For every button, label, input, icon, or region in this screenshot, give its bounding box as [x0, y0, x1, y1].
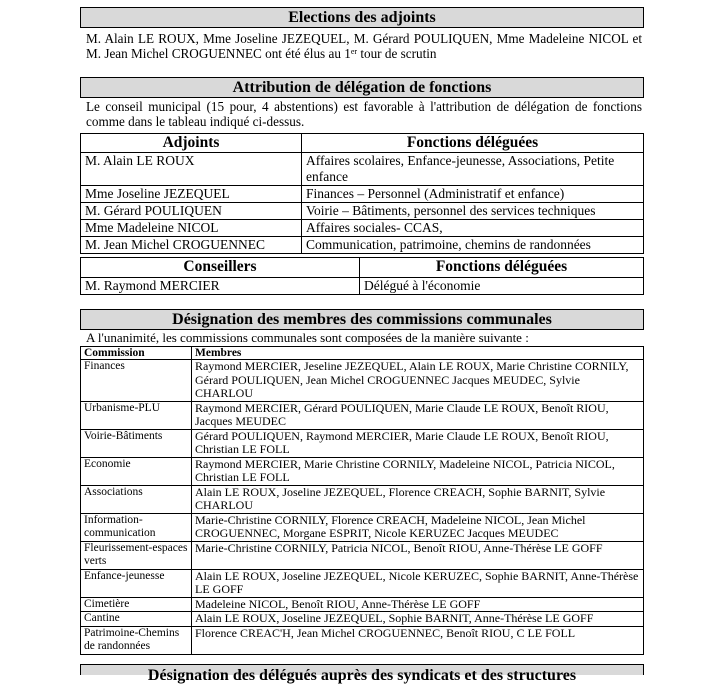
commission-name: Enfance-jeunesse [81, 569, 192, 597]
adjoint-fonction: Finances – Personnel (Administratif et enfance) [302, 186, 644, 203]
section-title-commissions: Désignation des membres des commissions communales [80, 309, 644, 330]
adjoint-name: M. Alain LE ROUX [81, 153, 302, 186]
adjoint-fonction: Communication, patrimoine, chemins de randonnées [302, 237, 644, 254]
table-row [81, 203, 644, 220]
table-row [81, 360, 644, 402]
commission-name: Patrimoine-Chemins de randonnées [81, 626, 192, 654]
adjoint-name: M. Jean Michel CROGUENNEC [81, 237, 302, 254]
commission-name: Voirie-Bâtiments [81, 429, 192, 457]
table-row [81, 278, 644, 295]
commission-name: Finances [81, 360, 192, 402]
table-row [81, 597, 644, 612]
commission-header: Commission [81, 347, 192, 360]
table-row [81, 612, 644, 627]
adjoint-fonction: Affaires scolaires, Enfance-jeunesse, Associations, Petite enfance [302, 153, 644, 186]
elections-sup: er [350, 47, 358, 56]
elections-text-end: tour de scrutin [357, 46, 437, 61]
commissions-table [80, 346, 644, 655]
commission-members: Alain LE ROUX, Joseline JEZEQUEL, Florence CREACH, Sophie BARNIT, Sylvie CHARLOU [192, 485, 644, 513]
commission-members: Madeleine NICOL, Benoît RIOU, Anne-Thérèse LE GOFF [192, 597, 644, 612]
table-row [81, 569, 644, 597]
attribution-paragraph: Le conseil municipal (15 pour, 4 abstentions) est favorable à l'attribution de délégation de fonctions comme dans le tableau indiqué ci-dessus. [86, 99, 642, 129]
commission-members: Gérard POULIQUEN, Raymond MERCIER, Marie Claude LE ROUX, Benoît RIOU, Christian LE FOLL [192, 429, 644, 457]
commission-members: Raymond MERCIER, Gérard POULIQUEN, Marie Claude LE ROUX, Benoît RIOU, Jacques MEUDEC [192, 401, 644, 429]
fonctions-header: Fonctions déléguées [360, 258, 644, 278]
section-title-attribution: Attribution de délégation de fonctions [80, 77, 644, 98]
membres-header: Membres [192, 347, 644, 360]
table-row [81, 401, 644, 429]
commission-name: Cimetière [81, 597, 192, 612]
commission-members: Alain LE ROUX, Joseline JEZEQUEL, Nicole KERUZEC, Sophie BARNIT, Anne-Thérèse LE GOFF [192, 569, 644, 597]
commission-members: Marie-Christine CORNILY, Florence CREACH, Madeleine NICOL, Jean Michel CROGUENNEC, Morgane ESPRIT, Nicole KERUZEC Jacques MEUDEC [192, 513, 644, 541]
table-row [81, 220, 644, 237]
conseillers-header: Conseillers [81, 258, 360, 278]
conseillers-header-row [81, 258, 644, 278]
table-row [81, 237, 644, 254]
commission-members: Marie-Christine CORNILY, Patricia NICOL, Benoît RIOU, Anne-Thérèse LE GOFF [192, 541, 644, 569]
adjoint-name: Mme Joseline JEZEQUEL [81, 186, 302, 203]
commission-members: Raymond MERCIER, Jeseline JEZEQUEL, Alain LE ROUX, Marie Christine CORNILY, Gérard POULIQUEN, Jean Michel CROGUENNEC Jacques MEUDEC, Sylvie CHARLOU [192, 360, 644, 402]
conseillers-table [80, 257, 644, 295]
commissions-header-row [81, 347, 644, 360]
commission-name: Associations [81, 485, 192, 513]
commission-name: Urbanisme-PLU [81, 401, 192, 429]
adjoint-fonction: Voirie – Bâtiments, personnel des services techniques [302, 203, 644, 220]
commissions-paragraph: A l'unanimité, les commissions communales sont composées de la manière suivante : [86, 330, 529, 345]
table-row [81, 186, 644, 203]
adjoint-name: Mme Madeleine NICOL [81, 220, 302, 237]
commission-name: Fleurissement-espaces verts [81, 541, 192, 569]
commission-members: Florence CREAC'H, Jean Michel CROGUENNEC, Benoît RIOU, C LE FOLL [192, 626, 644, 654]
adjoints-header-row [81, 134, 644, 153]
adjoint-name: M. Gérard POULIQUEN [81, 203, 302, 220]
elections-text: M. Alain LE ROUX, Mme Joseline JEZEQUEL, M. Gérard POULIQUEN, Mme Madeleine NICOL et M. Jean Michel CROGUENNEC ont été élus au 1 [86, 31, 642, 61]
table-row [81, 457, 644, 485]
table-row [81, 485, 644, 513]
commission-name: Cantine [81, 612, 192, 627]
adjoint-fonction: Affaires sociales- CCAS, [302, 220, 644, 237]
commission-members: Alain LE ROUX, Joseline JEZEQUEL, Sophie BARNIT, Anne-Thérèse LE GOFF [192, 612, 644, 627]
section-title-next: Désignation des délégués auprès des syndicats et des structures [80, 664, 644, 675]
elections-paragraph [86, 31, 642, 61]
conseiller-name: M. Raymond MERCIER [81, 278, 360, 295]
table-row [81, 541, 644, 569]
table-row [81, 626, 644, 654]
fonctions-header: Fonctions déléguées [302, 134, 644, 153]
commission-name: Information-communication [81, 513, 192, 541]
commission-name: Economie [81, 457, 192, 485]
table-row [81, 153, 644, 186]
adjoints-table [80, 133, 644, 254]
section-title-elections: Elections des adjoints [80, 7, 644, 28]
table-row [81, 429, 644, 457]
commission-members: Raymond MERCIER, Marie Christine CORNILY, Madeleine NICOL, Patricia NICOL, Christian LE FOLL [192, 457, 644, 485]
table-row [81, 513, 644, 541]
adjoints-header: Adjoints [81, 134, 302, 153]
conseiller-fonction: Délégué à l'économie [360, 278, 644, 295]
